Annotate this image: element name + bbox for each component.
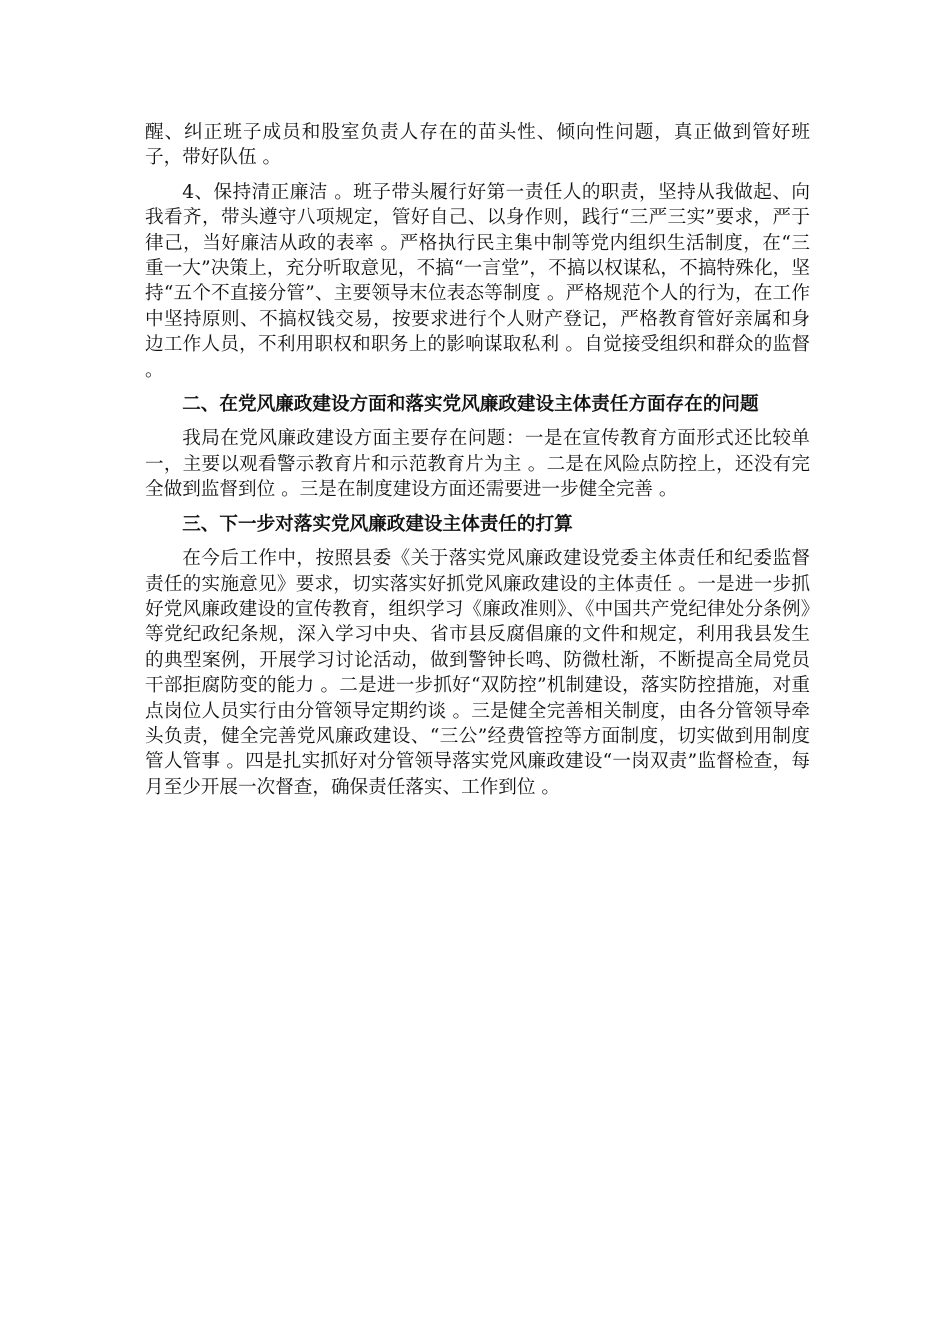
section-heading-plans: 三、下一步对落实党风廉政建设主体责任的打算: [182, 513, 573, 535]
paragraph-problems: 我局在党风廉政建设方面主要存在问题：一是在宣传教育方面形式还比较单一，主要以观看警示教育片和示范教育片为主 。二是在风险点防控上，还没有完全做到监督到位 。三是在制度建设方面还需要进一步健全完善 。: [145, 428, 810, 501]
paragraph-plans: 在今后工作中，按照县委《关于落实党风廉政建设党委主体责任和纪委监督责任的实施意见》要求，切实落实好抓党风廉政建设的主体责任 。一是进一步抓好党风廉政建设的宣传教育，组织学习《廉政准则》、《中国共产党纪律处分条例》等党纪政纪条规，深入学习中央、省市县反腐倡廉的文件和规定，利用我县发生的典型案例，开展学习讨论活动，做到警钟长鸣、防微杜渐，不断提高全局党员干部拒腐防变的能力 。二是进一步抓好“双防控”机制建设，落实防控措施，对重点岗位人员实行由分管领导定期约谈 。三是健全完善相关制度，由各分管领导牵头负责，健全完善党风廉政建设、“三公”经费管控等方面制度，切实做到用制度管人管事 。四是扎实抓好对分管领导落实党风廉政建设“一岗双责”监督检查，每月至少开展一次督查，确保责任落实、工作到位 。: [145, 548, 810, 798]
document-page: [145, 120, 810, 809]
paragraph-integrity: 4、保持清正廉洁 。班子带头履行好第一责任人的职责，坚持从我做起、向我看齐，带头遵守八项规定，管好自己、以身作则，践行“三严三实”要求，严于律己，当好廉洁从政的表率 。严格执行民主集中制等党内组织生活制度，在“三重一大”决策上，充分听取意见，不搞“一言堂”，不搞以权谋私，不搞特殊化，坚持“五个不直接分管”、主要领导末位表态等制度 。严格规范个人的行为，在工作中坚持原则、不搞权钱交易，按要求进行个人财产登记，严格教育管好亲属和身边工作人员，不利用职权和职务上的影响谋取私利 。自觉接受组织和群众的监督 。: [145, 181, 810, 381]
section-heading-problems: 二、在党风廉政建设方面和落实党风廉政建设主体责任方面存在的问题: [182, 394, 759, 416]
paragraph-continuation: 醒、纠正班子成员和股室负责人存在的苗头性、倾向性问题，真正做到管好班子，带好队伍 。: [145, 122, 810, 169]
